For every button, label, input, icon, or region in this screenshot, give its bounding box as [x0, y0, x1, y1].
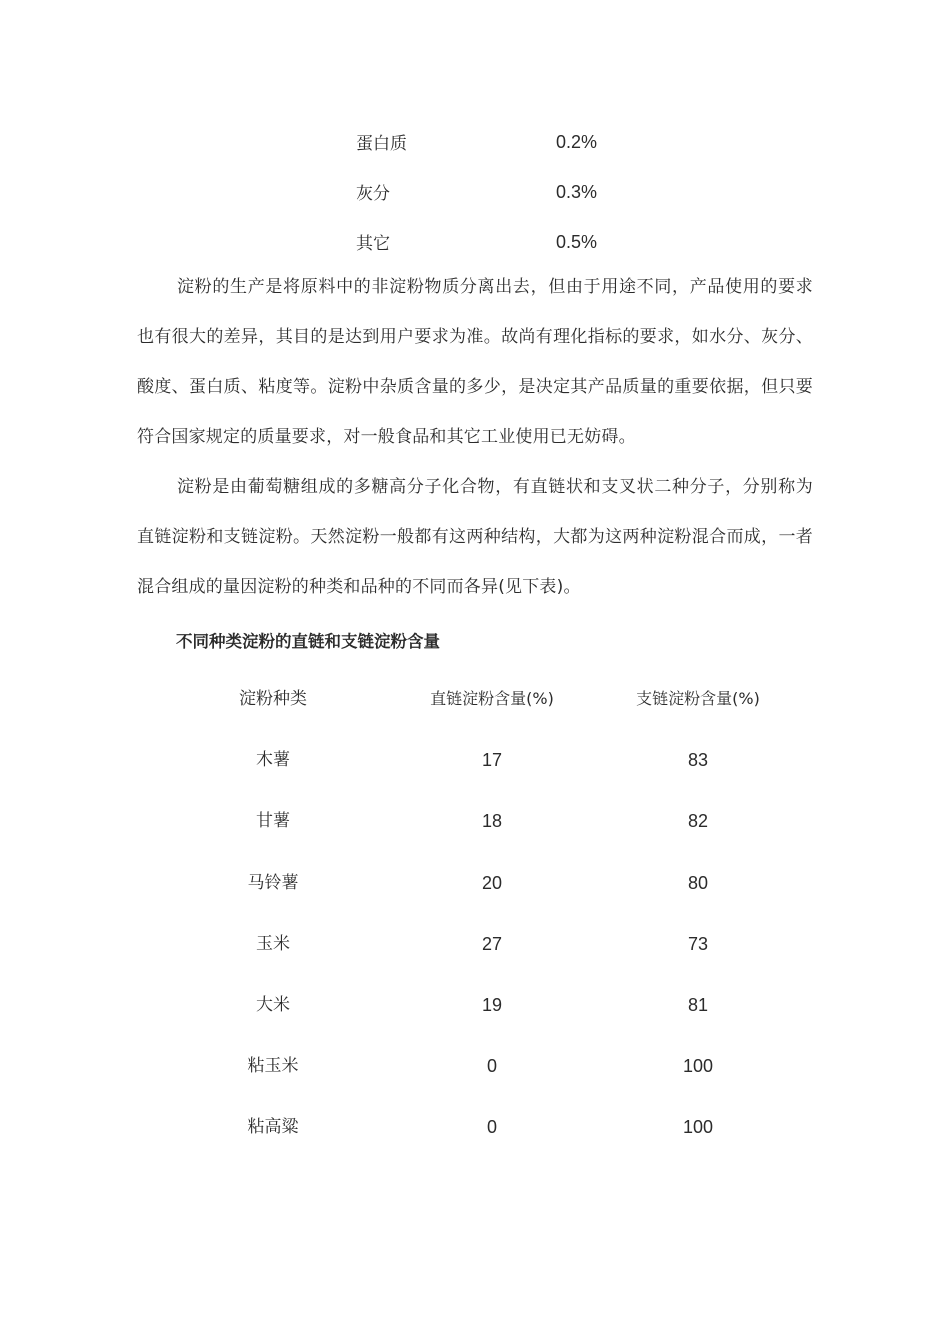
cell-amylopectin: 82 [687, 811, 709, 832]
cell-amylose: 27 [481, 933, 503, 954]
cell-type: 大米 [256, 994, 290, 1015]
cell-type: 玉米 [256, 933, 290, 954]
cell-amylopectin: 100 [682, 1117, 714, 1138]
starch-content-table [160, 683, 810, 1173]
composition-name: 灰分 [356, 184, 390, 204]
composition-row-protein [356, 132, 656, 156]
cell-amylopectin: 80 [687, 872, 709, 893]
composition-value: 0.2% [556, 132, 598, 152]
composition-value: 0.3% [556, 182, 598, 202]
table-row [160, 744, 810, 805]
cell-type: 木薯 [256, 750, 290, 771]
composition-name: 其它 [356, 234, 390, 254]
cell-amylopectin: 73 [687, 933, 709, 954]
cell-amylose: 19 [481, 994, 503, 1015]
cell-type: 马铃薯 [247, 872, 299, 893]
cell-amylose: 18 [481, 811, 503, 832]
table-row [160, 928, 810, 989]
table-row [160, 805, 810, 866]
composition-row-ash [356, 182, 656, 206]
table-title: 不同种类淀粉的直链和支链淀粉含量 [176, 632, 440, 651]
paragraph-structure: 淀粉是由葡萄糖组成的多糖高分子化合物，有直链状和支叉状二种分子，分别称为直链淀粉和支链淀粉。天然淀粉一般都有这两种结构，大都为这两种淀粉混合而成，一者混合组成的量因淀粉的种类和品种的不同而各异(见下表)。 [137, 477, 813, 597]
table-row [160, 867, 810, 928]
cell-type: 粘高粱 [247, 1117, 299, 1138]
cell-type: 粘玉米 [247, 1056, 299, 1077]
composition-name: 蛋白质 [356, 134, 407, 154]
table-row [160, 1050, 810, 1111]
paragraph-production: 淀粉的生产是将原料中的非淀粉物质分离出去，但由于用途不同，产品使用的要求也有很大的差异，其目的是达到用户要求为准。故尚有理化指标的要求，如水分、灰分、酸度、蛋白质、粘度等。淀粉中杂质含量的多少，是决定其产品质量的重要依据，但只要符合国家规定的质量要求，对一般食品和其它工业使用已无妨碍。 [137, 277, 813, 447]
cell-amylopectin: 83 [687, 750, 709, 771]
cell-type: 甘薯 [256, 811, 290, 832]
cell-amylopectin: 100 [682, 1056, 714, 1077]
composition-row-other [356, 232, 656, 256]
table-header-row [160, 683, 810, 744]
cell-amylose: 17 [481, 750, 503, 771]
composition-value: 0.5% [556, 232, 598, 252]
header-amylopectin: 支链淀粉含量(%) [636, 689, 760, 708]
header-starch-type: 淀粉种类 [239, 689, 307, 709]
header-amylose: 直链淀粉含量(%) [430, 689, 554, 708]
table-row [160, 1111, 810, 1172]
cell-amylose: 0 [486, 1056, 497, 1077]
cell-amylose: 0 [486, 1117, 497, 1138]
cell-amylopectin: 81 [687, 994, 709, 1015]
table-row [160, 989, 810, 1050]
cell-amylose: 20 [481, 872, 503, 893]
